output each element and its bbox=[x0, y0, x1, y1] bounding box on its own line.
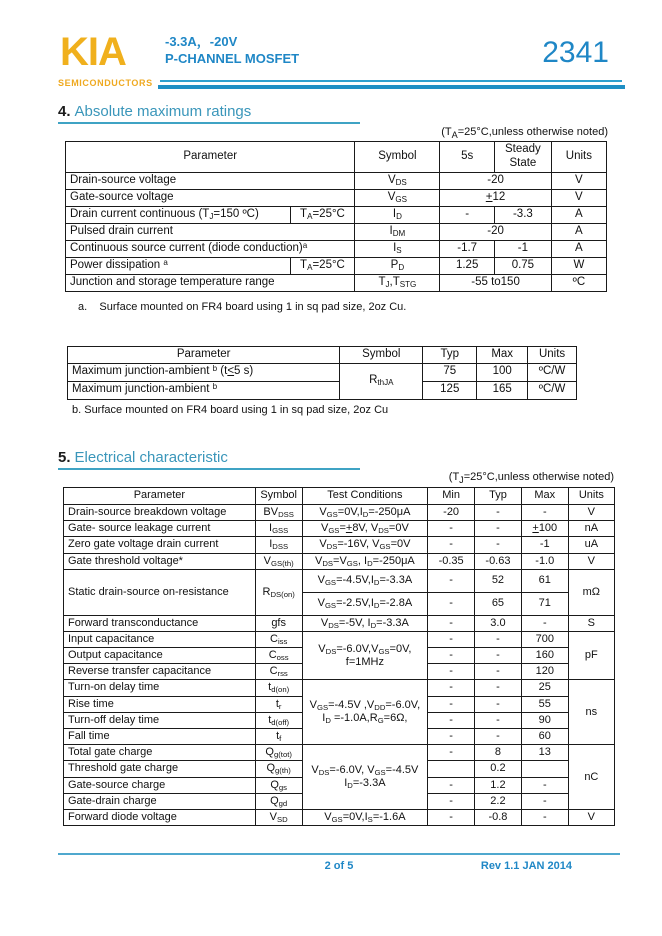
table-cell: -1 bbox=[494, 240, 551, 257]
table-cell: Continuous source current (diode conduction)$^a$ bbox=[66, 240, 355, 257]
table-cell: 90 bbox=[521, 712, 568, 728]
table-cell: - bbox=[475, 680, 522, 696]
abs-max-table bbox=[65, 141, 607, 292]
table-cell: Min bbox=[428, 487, 475, 504]
table-cell: A bbox=[551, 206, 606, 223]
abs-max-condition-note: ($T_A=25^\circ C,unless$ otherwise noted) bbox=[441, 126, 608, 141]
table-cell: V bbox=[568, 504, 614, 520]
table-cell: $V_{GS}=0V,I_D=-250\mu A$ bbox=[302, 504, 428, 520]
table-cell: Turn-on delay time bbox=[64, 680, 256, 696]
table-cell: 1.25 bbox=[440, 257, 495, 274]
table-cell: Turn-off delay time bbox=[64, 712, 256, 728]
section4-number: 4. bbox=[58, 103, 71, 120]
table-cell: $C_{oss}$ bbox=[255, 648, 302, 664]
table-row bbox=[66, 206, 607, 223]
part-number: 2341 bbox=[542, 36, 609, 69]
table-cell: $V_{GS}=-4.5V,I_D=-3.3A$ bbox=[302, 569, 428, 592]
table-cell: Forward diode voltage bbox=[64, 809, 256, 825]
table-cell: Total gate charge bbox=[64, 745, 256, 761]
section5-heading bbox=[58, 449, 360, 470]
table-cell: Symbol bbox=[255, 487, 302, 504]
table-cell: 700 bbox=[521, 631, 568, 647]
table-cell: ºC/W bbox=[528, 381, 577, 399]
table-row bbox=[66, 240, 607, 257]
table-cell: - bbox=[428, 537, 475, 553]
table-cell: pF bbox=[568, 631, 614, 680]
table-cell: Gate-drain charge bbox=[64, 793, 256, 809]
table-cell: $I_{DM}$ bbox=[355, 223, 440, 240]
table-row bbox=[64, 631, 615, 647]
table-cell: Symbol bbox=[355, 142, 440, 173]
table-cell: 125 bbox=[423, 381, 477, 399]
table-cell: Maximum junction-ambient $^b$ bbox=[68, 381, 340, 399]
table-cell: - bbox=[475, 648, 522, 664]
table-cell: $V_{DS}$ bbox=[355, 172, 440, 189]
table-cell: ºC/W bbox=[528, 363, 577, 381]
table-cell: - bbox=[428, 777, 475, 793]
table-cell: 3.0 bbox=[475, 615, 522, 631]
page-footer bbox=[58, 853, 620, 872]
table-cell: - bbox=[521, 615, 568, 631]
table-row bbox=[64, 809, 615, 825]
table-cell: Typ bbox=[423, 346, 477, 363]
table-cell: $V_{GS}=0V,I_S=-1.6A$ bbox=[302, 809, 428, 825]
electrical-condition-note: ($T_J=25^\circ C,unless$ otherwise noted) bbox=[448, 470, 614, 485]
table-cell: W bbox=[551, 257, 606, 274]
table-row bbox=[64, 521, 615, 537]
table-row bbox=[68, 363, 577, 381]
table-row bbox=[64, 553, 615, 569]
table-cell bbox=[428, 761, 475, 777]
table-cell: Pulsed drain current bbox=[66, 223, 355, 240]
table-cell: A bbox=[551, 240, 606, 257]
table-cell: Drain current continuous ($T_J=150$ ºC) bbox=[66, 206, 291, 223]
table-cell: Gate-source charge bbox=[64, 777, 256, 793]
table-row bbox=[68, 381, 577, 399]
table-cell: - bbox=[475, 521, 522, 537]
table-cell: Power dissipation $^a$ bbox=[66, 257, 291, 274]
table-cell: $C_{iss}$ bbox=[255, 631, 302, 647]
table-header-row bbox=[64, 487, 615, 504]
table-header-row bbox=[68, 346, 577, 363]
table-cell: 0.2 bbox=[475, 761, 522, 777]
table-cell: - bbox=[475, 712, 522, 728]
table-cell: - bbox=[428, 696, 475, 712]
table-cell: $t_f$ bbox=[255, 729, 302, 745]
table-cell bbox=[521, 761, 568, 777]
table-cell: 55 bbox=[521, 696, 568, 712]
table-cell: 0.75 bbox=[494, 257, 551, 274]
electrical-table bbox=[63, 487, 615, 826]
table-cell: $T_J,T_{STG}$ bbox=[355, 274, 440, 291]
section4-title: Absolute maximum ratings bbox=[74, 103, 252, 120]
table-cell: Drain-source voltage bbox=[66, 172, 355, 189]
table-cell: V bbox=[568, 809, 614, 825]
table-cell: - bbox=[475, 664, 522, 680]
table-cell: $V_{DS}=-6.0V$, $V_{GS}=-4.5V$ $I_D=-3.3A$ bbox=[302, 745, 428, 810]
table-cell: $Q_{gd}$ bbox=[255, 793, 302, 809]
table-header-row bbox=[66, 142, 607, 173]
table-cell: A bbox=[551, 223, 606, 240]
table-cell: $I_S$ bbox=[355, 240, 440, 257]
table-cell: - bbox=[428, 712, 475, 728]
table-cell: -20 bbox=[428, 504, 475, 520]
table-cell: gfs bbox=[255, 615, 302, 631]
table-cell: $R_{DS(on)}$ bbox=[255, 569, 302, 615]
table-cell: Drain-source breakdown voltage bbox=[64, 504, 256, 520]
table-cell: - bbox=[475, 631, 522, 647]
table-cell: - bbox=[475, 729, 522, 745]
table-cell: - bbox=[475, 504, 522, 520]
table-cell: -20 bbox=[440, 172, 551, 189]
table-cell: nA bbox=[568, 521, 614, 537]
table-cell: $V_{DS}=-6.0V,V_{GS}=0V$, f=1MHz bbox=[302, 631, 428, 680]
table-cell: $V_{DS}=-16V$, $V_{GS}=0V$ bbox=[302, 537, 428, 553]
table-cell: $t_{d(on)}$ bbox=[255, 680, 302, 696]
table-cell: $t_{d(off)}$ bbox=[255, 712, 302, 728]
table-cell: 25 bbox=[521, 680, 568, 696]
table-cell: Fall time bbox=[64, 729, 256, 745]
table-cell: - bbox=[428, 680, 475, 696]
table-cell: $t_r$ bbox=[255, 696, 302, 712]
table-cell: $I_{DSS}$ bbox=[255, 537, 302, 553]
table-cell: Parameter bbox=[66, 142, 355, 173]
table-cell: ºC bbox=[551, 274, 606, 291]
table-cell: - bbox=[521, 504, 568, 520]
table-cell: $Q_{g(th)}$ bbox=[255, 761, 302, 777]
table-cell: Junction and storage temperature range bbox=[66, 274, 355, 291]
table-cell: -0.63 bbox=[475, 553, 522, 569]
thermal-table bbox=[67, 346, 577, 400]
table-cell: mΩ bbox=[568, 569, 614, 615]
table-row bbox=[66, 172, 607, 189]
table-cell: -0.35 bbox=[428, 553, 475, 569]
table-cell: V bbox=[568, 553, 614, 569]
table-cell: - bbox=[428, 631, 475, 647]
table-cell: - bbox=[428, 521, 475, 537]
table-cell: -1.7 bbox=[440, 240, 495, 257]
table-cell: 60 bbox=[521, 729, 568, 745]
table-cell: 71 bbox=[521, 592, 568, 615]
table-cell: $C_{rss}$ bbox=[255, 664, 302, 680]
table-cell: $V_{GS}$ bbox=[355, 189, 440, 206]
table-cell: -1 bbox=[521, 537, 568, 553]
table-cell: $P_D$ bbox=[355, 257, 440, 274]
table-cell: Units bbox=[551, 142, 606, 173]
table-cell: +100 bbox=[521, 521, 568, 537]
table-cell: Zero gate voltage drain current bbox=[64, 537, 256, 553]
table-cell: Static drain-source on-resistance bbox=[64, 569, 256, 615]
table-cell: Gate-source voltage bbox=[66, 189, 355, 206]
section4-heading bbox=[58, 103, 360, 124]
table-cell: Gate threshold voltage* bbox=[64, 553, 256, 569]
page-number: 2 of 5 bbox=[324, 860, 354, 872]
table-cell: - bbox=[428, 569, 475, 592]
table-cell: - bbox=[521, 777, 568, 793]
table-row bbox=[66, 257, 607, 274]
table-cell: 75 bbox=[423, 363, 477, 381]
table-cell: 5s bbox=[440, 142, 495, 173]
table-cell: nC bbox=[568, 745, 614, 810]
table-row bbox=[64, 680, 615, 696]
table-cell: $V_{GS}=-4.5V$ $,V_{DD}=-6.0V$, $I_D =-1.0A,R_G=6\Omega$, bbox=[302, 680, 428, 745]
kia-logo: KIA bbox=[60, 30, 126, 74]
table-cell: 1.2 bbox=[475, 777, 522, 793]
table-cell: Threshold gate charge bbox=[64, 761, 256, 777]
table-cell: -0.8 bbox=[475, 809, 522, 825]
table-row bbox=[64, 745, 615, 761]
table-cell: 2.2 bbox=[475, 793, 522, 809]
table-cell: - bbox=[428, 745, 475, 761]
table-cell: 65 bbox=[475, 592, 522, 615]
table-cell: $V_{DS}=V_{GS}$, $I_D=-250\mu A$ bbox=[302, 553, 428, 569]
table-cell: Symbol bbox=[340, 346, 423, 363]
table-cell: - bbox=[440, 206, 495, 223]
table-cell: $V_{GS}=-2.5V,I_D=-2.8A$ bbox=[302, 592, 428, 615]
section5-title: Electrical characteristic bbox=[74, 448, 228, 466]
product-type: P-CHANNEL MOSFET bbox=[165, 50, 300, 66]
table-cell: Input capacitance bbox=[64, 631, 256, 647]
section5-number: 5. bbox=[58, 448, 71, 466]
table-cell: $Q_{g(tot)}$ bbox=[255, 745, 302, 761]
table-cell: Maximum junction-ambient $^b$ (t<5 s) bbox=[68, 363, 340, 381]
table-cell: - bbox=[428, 592, 475, 615]
revision-label: Rev 1.1 JAN 2014 bbox=[480, 860, 572, 872]
table-cell: $T_A=25^\circ C$ bbox=[290, 206, 355, 223]
table-row bbox=[66, 189, 607, 206]
table-cell: Test Conditions bbox=[302, 487, 428, 504]
table-row bbox=[64, 569, 615, 592]
table-cell: $V_{SD}$ bbox=[255, 809, 302, 825]
table-cell: 13 bbox=[521, 745, 568, 761]
table-cell: - bbox=[428, 615, 475, 631]
table-cell: V bbox=[551, 189, 606, 206]
table-cell: $V_{GS}=+8V$, $V_{DS}=0V$ bbox=[302, 521, 428, 537]
table-cell: 160 bbox=[521, 648, 568, 664]
table-cell: $T_A=25^\circ C$ bbox=[290, 257, 355, 274]
table-cell: V bbox=[551, 172, 606, 189]
table-cell: $I_D$ bbox=[355, 206, 440, 223]
table-cell: - bbox=[475, 696, 522, 712]
table-cell: $Q_{gs}$ bbox=[255, 777, 302, 793]
table-cell: 52 bbox=[475, 569, 522, 592]
table-cell: uA bbox=[568, 537, 614, 553]
table-cell: 120 bbox=[521, 664, 568, 680]
table-cell: - bbox=[428, 664, 475, 680]
table-cell: - bbox=[475, 537, 522, 553]
table-cell: -3.3 bbox=[494, 206, 551, 223]
table-cell: 61 bbox=[521, 569, 568, 592]
table-cell: - bbox=[428, 793, 475, 809]
logo-subtext: SEMICONDUCTORS bbox=[58, 78, 153, 88]
table-cell: $BV_{DSS}$ bbox=[255, 504, 302, 520]
table-cell: +12 bbox=[440, 189, 551, 206]
table-cell: - bbox=[428, 648, 475, 664]
table-cell: Units bbox=[568, 487, 614, 504]
table-cell: $V_{DS}=-5V$, $I_D=-3.3A$ bbox=[302, 615, 428, 631]
table-cell: Steady State bbox=[494, 142, 551, 173]
header-rule-thick bbox=[158, 85, 625, 89]
table-cell: $V_{GS(th)}$ bbox=[255, 553, 302, 569]
table-cell: Typ bbox=[475, 487, 522, 504]
table-cell: Max bbox=[477, 346, 528, 363]
footnote-a: a. Surface mounted on FR4 board using 1 in sq pad size, 2oz Cu. bbox=[78, 300, 407, 313]
table-row bbox=[64, 615, 615, 631]
table-cell: 100 bbox=[477, 363, 528, 381]
table-cell: -20 bbox=[440, 223, 551, 240]
table-cell: ns bbox=[568, 680, 614, 745]
table-cell: - bbox=[521, 809, 568, 825]
table-row bbox=[66, 274, 607, 291]
table-cell: 165 bbox=[477, 381, 528, 399]
table-cell: Parameter bbox=[64, 487, 256, 504]
table-cell: Parameter bbox=[68, 346, 340, 363]
product-ratings: -3.3A，-20V bbox=[165, 34, 238, 49]
table-cell: - bbox=[428, 729, 475, 745]
table-cell: 8 bbox=[475, 745, 522, 761]
table-cell: Output capacitance bbox=[64, 648, 256, 664]
table-cell: - bbox=[521, 793, 568, 809]
table-row bbox=[66, 223, 607, 240]
table-cell: - bbox=[428, 809, 475, 825]
table-cell: Max bbox=[521, 487, 568, 504]
table-cell: Units bbox=[528, 346, 577, 363]
footnote-b: b. Surface mounted on FR4 board using 1 in sq pad size, 2oz Cu bbox=[72, 403, 389, 416]
table-cell: $R_{thJA}$ bbox=[340, 363, 423, 399]
table-cell: Forward transconductance bbox=[64, 615, 256, 631]
header-rule-thin bbox=[160, 80, 622, 82]
table-cell: Rise time bbox=[64, 696, 256, 712]
table-cell: -55 to150 bbox=[440, 274, 551, 291]
table-cell: Reverse transfer capacitance bbox=[64, 664, 256, 680]
page-header bbox=[58, 30, 625, 98]
product-subtitle bbox=[165, 34, 299, 68]
table-cell: -1.0 bbox=[521, 553, 568, 569]
table-cell: S bbox=[568, 615, 614, 631]
table-cell: $I_{GSS}$ bbox=[255, 521, 302, 537]
table-cell: Gate- source leakage current bbox=[64, 521, 256, 537]
table-row bbox=[64, 537, 615, 553]
table-row bbox=[64, 504, 615, 520]
